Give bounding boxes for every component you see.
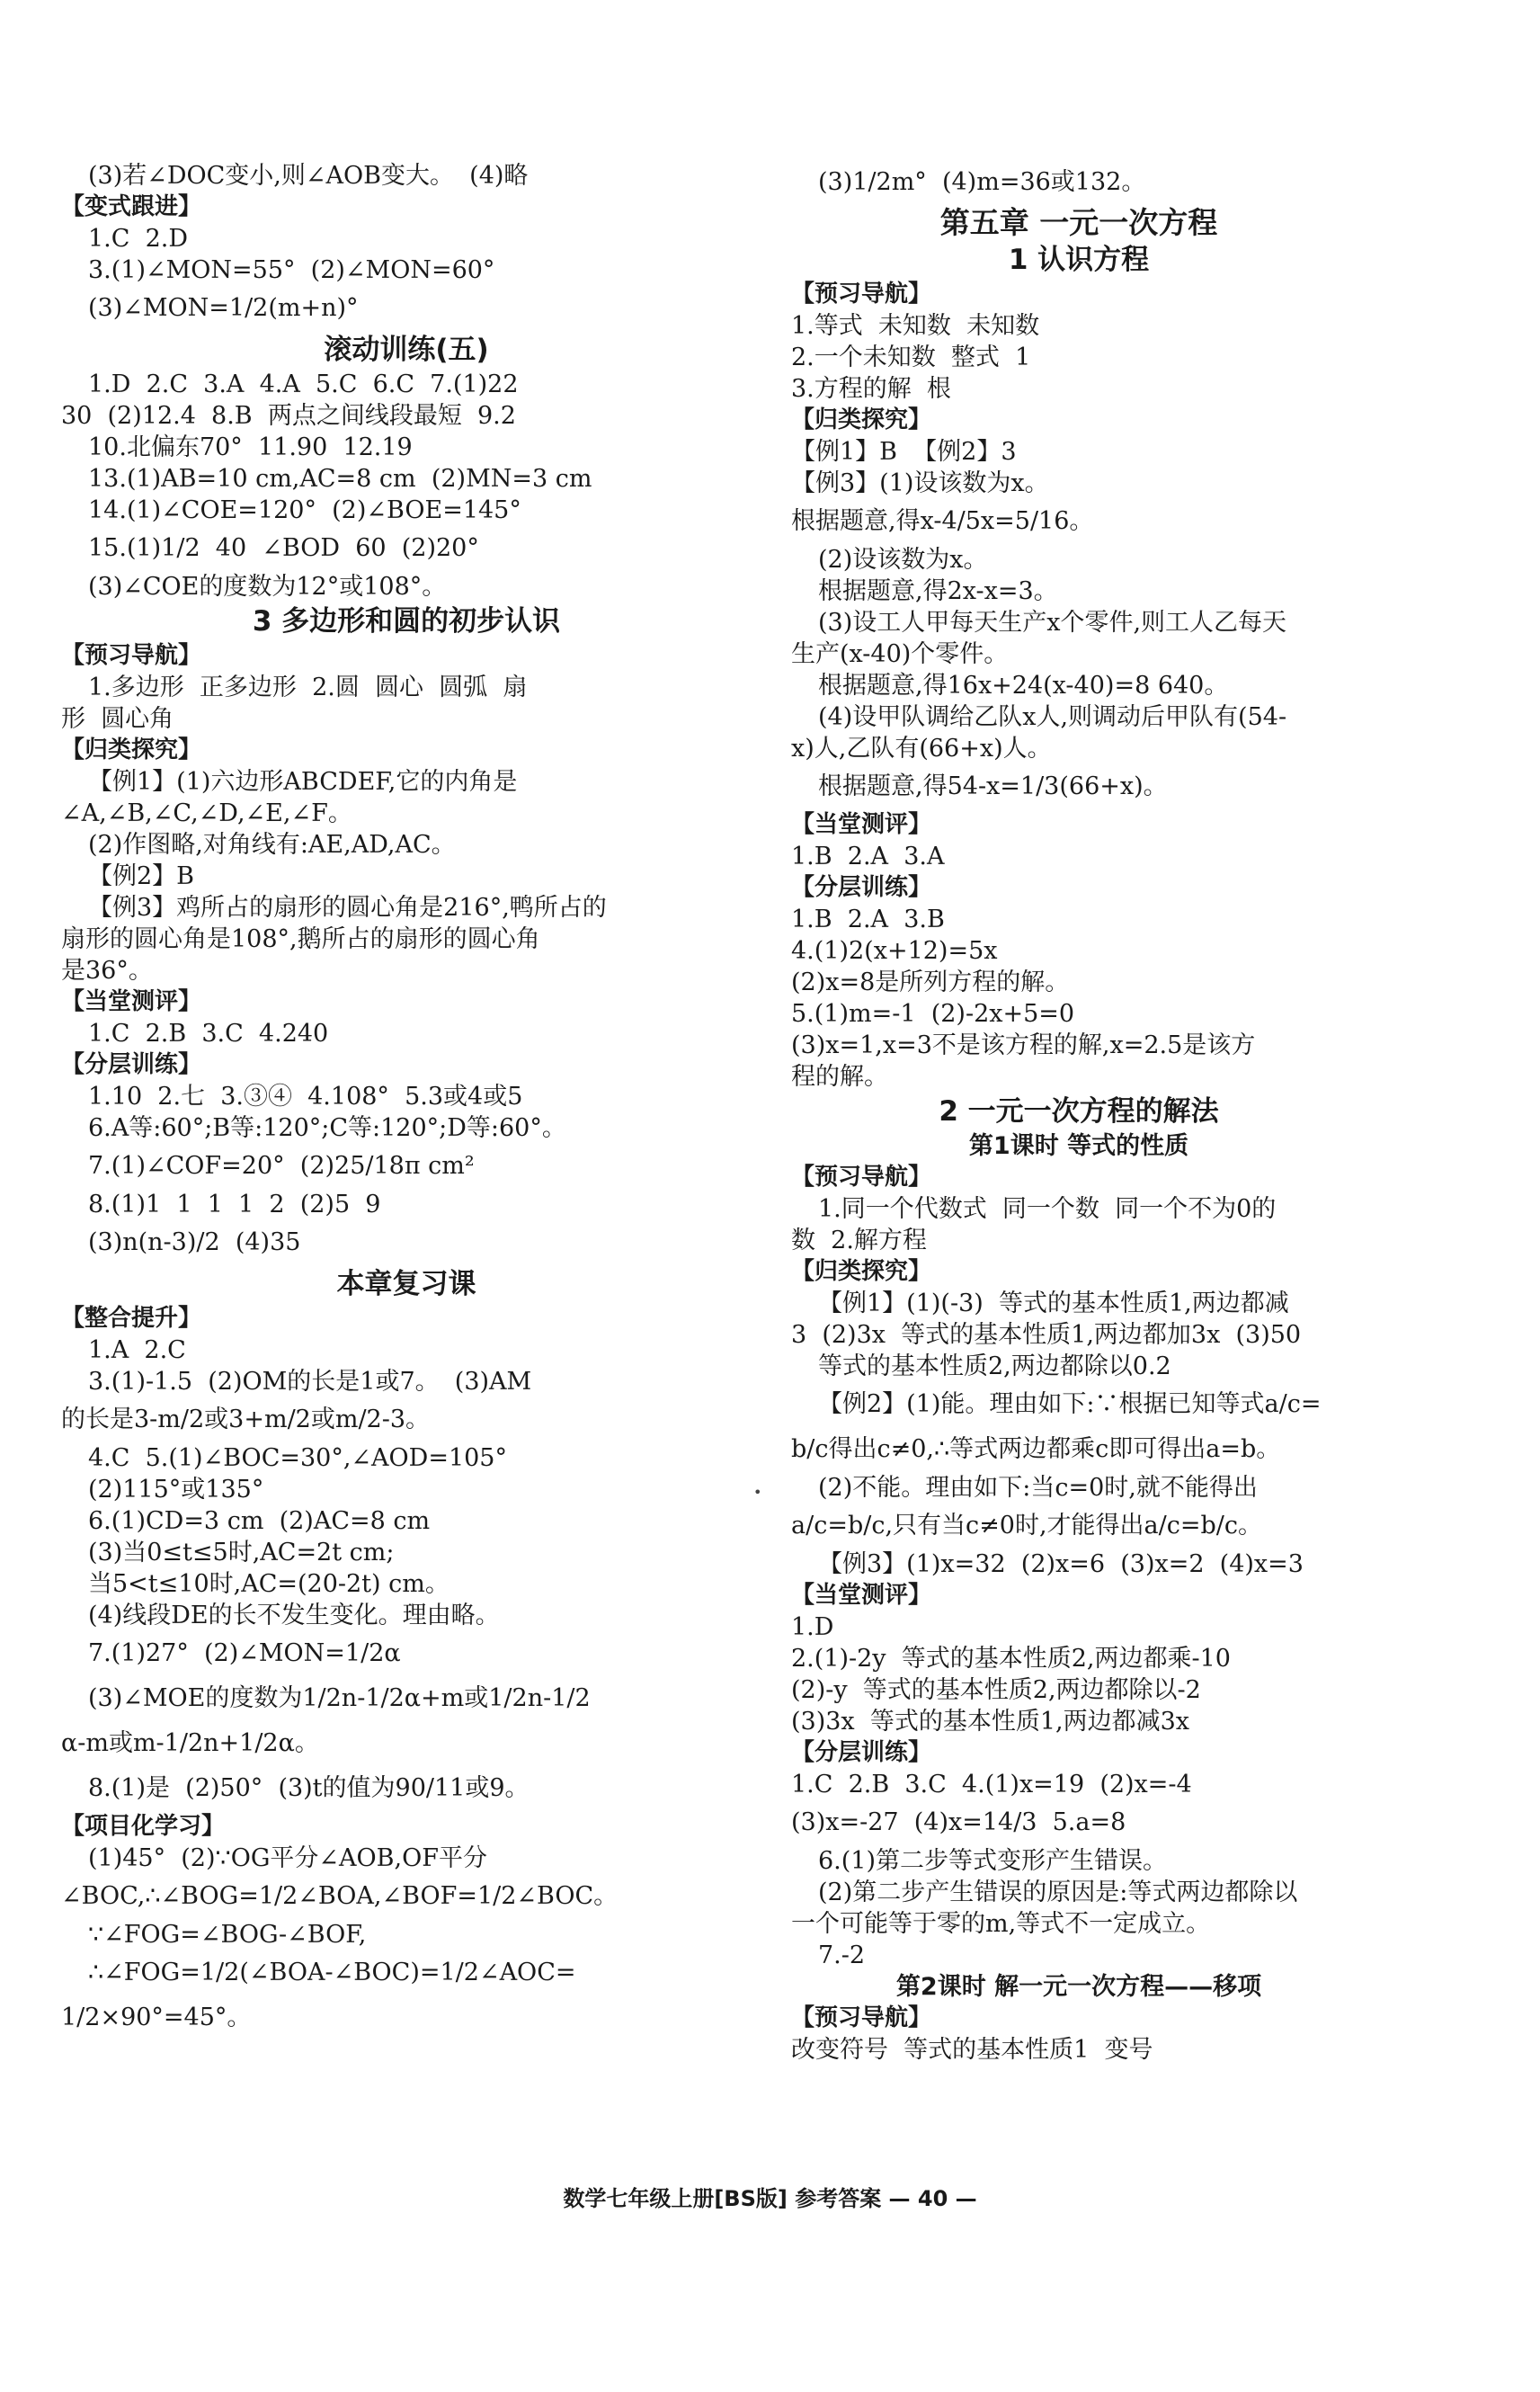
right-column-line: 【归类探究】	[791, 406, 932, 433]
right-column-line: 一个可能等于零的m,等式不一定成立。	[791, 1910, 1211, 1938]
left-column-line: 7.(1)∠COF=20° (2)25/18π cm²	[88, 1152, 475, 1180]
right-column-line: (3)x=1,x=3不是该方程的解,x=2.5是该方	[791, 1031, 1256, 1059]
left-column-line: ∴∠FOG=1/2(∠BOA-∠BOC)=1/2∠AOC=	[88, 1959, 576, 1986]
right-column-line: (2)-y 等式的基本性质2,两边都除以-2	[791, 1676, 1201, 1704]
right-column-line: (3)1/2m° (4)m=36或132。	[818, 168, 1146, 196]
right-column-line: 数 2.解方程	[791, 1227, 927, 1254]
left-column-line: 滚动训练(五)	[324, 334, 489, 366]
right-column-line: (4)设甲队调给乙队x人,则调动后甲队有(54-	[818, 703, 1287, 731]
left-column-line: 1.D 2.C 3.A 4.A 5.C 6.C 7.(1)22	[88, 370, 519, 398]
right-column-line: 【分层训练】	[791, 874, 932, 901]
left-column-line: 3 多边形和圆的初步认识	[252, 605, 561, 638]
left-column-line: 1/2×90°=45°。	[61, 2004, 252, 2031]
left-column-line: 1.10 2.七 3.③④ 4.108° 5.3或4或5	[88, 1083, 523, 1111]
left-column-line: 8.(1)1 1 1 1 2 (2)5 9	[88, 1191, 381, 1218]
right-column-line: 【分层训练】	[791, 1739, 932, 1766]
left-column-line: 3.(1)-1.5 (2)OM的长是1或7。 (3)AM	[88, 1368, 532, 1396]
left-column-line: 14.(1)∠COE=120° (2)∠BOE=145°	[88, 496, 521, 524]
left-column-line: 【例1】(1)六边形ABCDEF,它的内角是	[88, 768, 518, 796]
left-column-line: (3)当0≤t≤5时,AC=2t cm;	[88, 1539, 395, 1566]
left-column-line: 【项目化学习】	[61, 1813, 226, 1840]
left-answer-column	[61, 160, 752, 2040]
right-column-line: 2.一个未知数 整式 1	[791, 344, 1031, 371]
right-column-line: 1.D	[791, 1613, 834, 1641]
right-column-line: 1.C 2.B 3.C 4.(1)x=19 (2)x=-4	[791, 1771, 1192, 1798]
left-column-line: 4.C 5.(1)∠BOC=30°,∠AOD=105°	[88, 1444, 507, 1472]
right-column-line: 1.等式 未知数 未知数	[791, 312, 1040, 340]
left-column-line: 6.(1)CD=3 cm (2)AC=8 cm	[88, 1507, 431, 1535]
right-column-line: 2 一元一次方程的解法	[939, 1095, 1219, 1128]
right-column-line: (2)第二步产生错误的原因是:等式两边都除以	[818, 1879, 1298, 1906]
right-column-line: 第五章 一元一次方程	[939, 205, 1218, 240]
left-column-line: 1.A 2.C	[88, 1336, 186, 1364]
right-column-line: 7.-2	[818, 1941, 866, 1969]
right-column-line: 【预习导航】	[791, 281, 932, 308]
right-column-line: 1.B 2.A 3.A	[791, 843, 945, 870]
right-column-line: (2)x=8是所列方程的解。	[791, 968, 1070, 996]
left-column-line: 6.A等:60°;B等:120°;C等:120°;D等:60°。	[88, 1114, 566, 1142]
right-column-line: 第2课时 解一元一次方程——移项	[895, 1973, 1262, 2001]
right-column-line: 4.(1)2(x+12)=5x	[791, 937, 998, 965]
right-column-line: 1 认识方程	[1008, 244, 1150, 276]
left-column-line: 【预习导航】	[61, 642, 202, 669]
left-column-line: 形 圆心角	[61, 705, 174, 733]
left-column-line: ∠BOC,∴∠BOG=1/2∠BOA,∠BOF=1/2∠BOC。	[61, 1882, 619, 1910]
right-column-line: 【归类探究】	[791, 1258, 932, 1285]
stray-mark: •	[753, 1484, 762, 1501]
left-column-line: 当5<t≤10时,AC=(20-2t) cm。	[88, 1570, 450, 1598]
left-column-line: ∵∠FOG=∠BOG-∠BOF,	[88, 1921, 367, 1949]
left-column-line: 【例2】B	[88, 862, 195, 890]
left-column-line: (3)若∠DOC变小,则∠AOB变大。 (4)略	[88, 162, 529, 190]
left-column-line: 10.北偏东70° 11.90 12.19	[88, 433, 413, 461]
right-column-line: 等式的基本性质2,两边都除以0.2	[818, 1352, 1171, 1380]
left-column-line: 8.(1)是 (2)50° (3)t的值为90/11或9。	[88, 1774, 530, 1802]
right-column-line: 生产(x-40)个零件。	[791, 640, 1009, 668]
left-column-line: (3)n(n-3)/2 (4)35	[88, 1228, 301, 1256]
right-column-line: 1.B 2.A 3.B	[791, 906, 945, 933]
right-column-line: 5.(1)m=-1 (2)-2x+5=0	[791, 1000, 1075, 1028]
right-column-line: 第1课时 等式的性质	[968, 1132, 1189, 1160]
right-column-line: 【例3】(1)x=32 (2)x=6 (3)x=2 (4)x=3	[818, 1550, 1304, 1578]
right-column-line: 根据题意,得16x+24(x-40)=8 640。	[818, 672, 1229, 700]
left-column-line: 扇形的圆心角是108°,鹅所占的扇形的圆心角	[61, 925, 540, 953]
left-column-line: (3)∠MOE的度数为1/2n-1/2α+m或1/2n-1/2	[88, 1684, 591, 1712]
right-column-line: 1.同一个代数式 同一个数 同一个不为0的	[818, 1195, 1277, 1223]
right-column-line: 6.(1)第二步等式变形产生错误。	[818, 1847, 1168, 1875]
right-column-line: 【例3】(1)设该数为x。	[791, 469, 1049, 497]
right-column-line: 【当堂测评】	[791, 811, 932, 838]
left-column-line: (3)∠COE的度数为12°或108°。	[88, 573, 447, 601]
left-column-line: 1.C 2.D	[88, 225, 188, 253]
left-column-line: 7.(1)27° (2)∠MON=1/2α	[88, 1639, 401, 1667]
right-column-line: 【例1】B 【例2】3	[791, 438, 1017, 466]
right-column-line: (3)x=-27 (4)x=14/3 5.a=8	[791, 1808, 1126, 1836]
left-column-line: 1.多边形 正多边形 2.圆 圆心 圆弧 扇	[88, 674, 528, 701]
right-column-line: (3)3x 等式的基本性质1,两边都减3x	[791, 1708, 1189, 1736]
right-column-line: 改变符号 等式的基本性质1 变号	[791, 2036, 1153, 2064]
left-column-line: 【当堂测评】	[61, 988, 202, 1015]
left-column-line: ∠A,∠B,∠C,∠D,∠E,∠F。	[61, 799, 352, 827]
left-column-line: (4)线段DE的长不发生变化。理由略。	[88, 1602, 500, 1629]
left-column-line: 【变式跟进】	[61, 193, 202, 220]
page-footer: 数学七年级上册[BS版] 参考答案 — 40 —	[563, 2186, 977, 2211]
left-column-line: (3)∠MON=1/2(m+n)°	[88, 294, 359, 322]
left-column-line: 3.(1)∠MON=55° (2)∠MON=60°	[88, 256, 495, 284]
right-column-line: (3)设工人甲每天生产x个零件,则工人乙每天	[818, 609, 1287, 637]
left-column-line: 是36°。	[61, 957, 153, 985]
left-column-line: 13.(1)AB=10 cm,AC=8 cm (2)MN=3 cm	[88, 465, 592, 493]
right-answer-column	[791, 160, 1366, 2066]
right-column-line: 【例2】(1)能。理由如下:∵根据已知等式a/c=	[818, 1390, 1322, 1418]
left-column-line: α-m或m-1/2n+1/2α。	[61, 1729, 319, 1757]
left-column-line: 本章复习课	[336, 1268, 476, 1300]
right-column-line: 根据题意,得54-x=1/3(66+x)。	[818, 772, 1168, 800]
right-column-line: 3.方程的解 根	[791, 375, 951, 403]
left-column-line: 15.(1)1/2 40 ∠BOD 60 (2)20°	[88, 534, 479, 562]
right-column-line: x)人,乙队有(66+x)人。	[791, 735, 1052, 763]
left-column-line: 【例3】鸡所占的扇形的圆心角是216°,鸭所占的	[88, 894, 607, 922]
left-column-line: 30 (2)12.4 8.B 两点之间线段最短 9.2	[61, 402, 516, 430]
right-column-line: a/c=b/c,只有当c≠0时,才能得出a/c=b/c。	[791, 1512, 1262, 1540]
right-column-line: 【预习导航】	[791, 2004, 932, 2031]
right-column-line: 【预习导航】	[791, 1164, 932, 1191]
right-column-line: 【例1】(1)(-3) 等式的基本性质1,两边都减	[818, 1290, 1289, 1317]
right-column-line: 【当堂测评】	[791, 1582, 932, 1609]
right-column-line: 根据题意,得x-4/5x=5/16。	[791, 507, 1094, 535]
right-column-line: 程的解。	[791, 1063, 888, 1091]
left-column-line: 【归类探究】	[61, 736, 202, 763]
left-column-line: (2)作图略,对角线有:AE,AD,AC。	[88, 831, 456, 859]
left-column-line: (1)45° (2)∵OG平分∠AOB,OF平分	[88, 1844, 487, 1872]
left-column-line: 的长是3-m/2或3+m/2或m/2-3。	[61, 1406, 431, 1433]
left-column-line: 【整合提升】	[61, 1305, 202, 1332]
left-column-line: (2)115°或135°	[88, 1476, 264, 1504]
right-column-line: 2.(1)-2y 等式的基本性质2,两边都乘-10	[791, 1645, 1231, 1673]
right-column-line: (2)不能。理由如下:当c=0时,就不能得出	[818, 1474, 1258, 1502]
right-column-line: 3 (2)3x 等式的基本性质1,两边都加3x (3)50	[791, 1321, 1302, 1349]
left-column-line: 【分层训练】	[61, 1051, 202, 1078]
right-column-line: b/c得出c≠0,∴等式两边都乘c即可得出a=b。	[791, 1435, 1281, 1463]
left-column-line: 1.C 2.B 3.C 4.240	[88, 1020, 329, 1048]
right-column-line: 根据题意,得2x-x=3。	[818, 577, 1058, 605]
right-column-line: (2)设该数为x。	[818, 546, 988, 574]
